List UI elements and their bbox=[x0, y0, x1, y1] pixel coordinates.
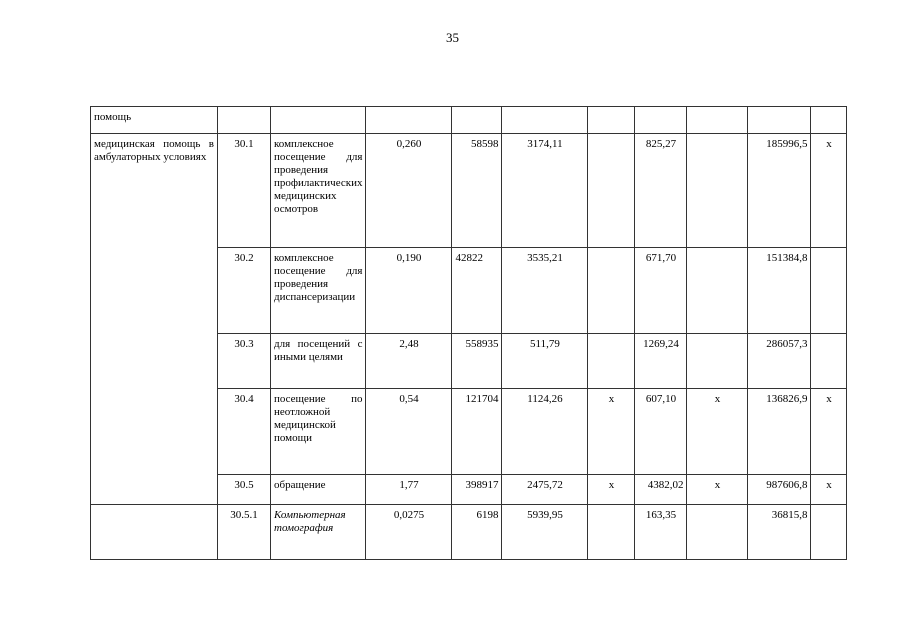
table-cell: 6198 bbox=[452, 505, 502, 560]
table-cell bbox=[687, 334, 748, 389]
unit-cell: для посещений с иными целями bbox=[271, 334, 366, 389]
table-cell bbox=[271, 107, 366, 134]
table-row bbox=[91, 107, 847, 134]
table-cell bbox=[588, 505, 635, 560]
table-cell: 2475,72 bbox=[502, 475, 588, 505]
table-cell bbox=[687, 107, 748, 134]
table-cell: х bbox=[687, 475, 748, 505]
table-cell: х bbox=[811, 389, 847, 475]
table-cell: 151384,8 bbox=[748, 248, 811, 334]
table-cell: 398917 bbox=[452, 475, 502, 505]
table-cell bbox=[811, 334, 847, 389]
table-cell: 163,35 bbox=[635, 505, 687, 560]
table-cell: 36815,8 bbox=[748, 505, 811, 560]
table-cell bbox=[588, 334, 635, 389]
table-cell bbox=[811, 505, 847, 560]
table-cell: 1124,26 bbox=[502, 389, 588, 475]
table-cell: 987606,8 bbox=[748, 475, 811, 505]
table-cell bbox=[811, 248, 847, 334]
table-cell: 0,0275 bbox=[366, 505, 452, 560]
row-number-cell: 30.2 bbox=[218, 248, 271, 334]
table-cell: 1269,24 bbox=[635, 334, 687, 389]
table-cell bbox=[687, 248, 748, 334]
row-number-cell: 30.5.1 bbox=[218, 505, 271, 560]
table-cell bbox=[366, 107, 452, 134]
service-type-cell: медицинская помощь в амбулаторных условиях bbox=[91, 134, 218, 505]
row-number-cell: 30.3 bbox=[218, 334, 271, 389]
table-cell: х bbox=[588, 475, 635, 505]
table-cell: х bbox=[687, 389, 748, 475]
table-cell bbox=[588, 107, 635, 134]
row-number-cell: 30.4 bbox=[218, 389, 271, 475]
table-cell: 185996,5 bbox=[748, 134, 811, 248]
table-cell: 4382,02 bbox=[635, 475, 687, 505]
unit-cell: обращение bbox=[271, 475, 366, 505]
page-number: 35 bbox=[446, 30, 459, 45]
table-cell: 2,48 bbox=[366, 334, 452, 389]
table-cell: 121704 bbox=[452, 389, 502, 475]
table-cell: 286057,3 bbox=[748, 334, 811, 389]
table-cell: 1,77 bbox=[366, 475, 452, 505]
table-cell bbox=[687, 505, 748, 560]
table-cell: х bbox=[811, 475, 847, 505]
data-table bbox=[90, 106, 847, 560]
table-cell bbox=[588, 134, 635, 248]
table-row bbox=[91, 134, 847, 248]
table-cell bbox=[811, 107, 847, 134]
table-cell: 5939,95 bbox=[502, 505, 588, 560]
table-cell bbox=[748, 107, 811, 134]
unit-cell: Компьютерная томография bbox=[271, 505, 366, 560]
table-cell: помощь bbox=[91, 107, 218, 134]
table-cell: 42822 bbox=[452, 248, 502, 334]
table-cell: 825,27 bbox=[635, 134, 687, 248]
table-cell: 607,10 bbox=[635, 389, 687, 475]
table-cell bbox=[452, 107, 502, 134]
table-cell bbox=[635, 107, 687, 134]
table-cell: 0,260 bbox=[366, 134, 452, 248]
table-cell bbox=[687, 134, 748, 248]
row-number-cell: 30.5 bbox=[218, 475, 271, 505]
table-cell: 58598 bbox=[452, 134, 502, 248]
unit-cell: посещение по неотложной медицинской помощи bbox=[271, 389, 366, 475]
table-cell: 3174,11 bbox=[502, 134, 588, 248]
table-cell bbox=[588, 248, 635, 334]
unit-cell: комплексное посещение для проведения профилактических медицинских осмотров bbox=[271, 134, 366, 248]
table-cell bbox=[91, 505, 218, 560]
table-cell: 0,190 bbox=[366, 248, 452, 334]
table-cell: 558935 bbox=[452, 334, 502, 389]
table-cell: 671,70 bbox=[635, 248, 687, 334]
unit-cell: комплексное посещение для проведения диспансеризации bbox=[271, 248, 366, 334]
table-cell: 511,79 bbox=[502, 334, 588, 389]
table-cell bbox=[502, 107, 588, 134]
table-cell: 3535,21 bbox=[502, 248, 588, 334]
row-number-cell: 30.1 bbox=[218, 134, 271, 248]
table-cell: 0,54 bbox=[366, 389, 452, 475]
table-cell: х bbox=[588, 389, 635, 475]
table-cell: х bbox=[811, 134, 847, 248]
table-cell bbox=[218, 107, 271, 134]
table-cell: 136826,9 bbox=[748, 389, 811, 475]
table-row bbox=[91, 505, 847, 560]
